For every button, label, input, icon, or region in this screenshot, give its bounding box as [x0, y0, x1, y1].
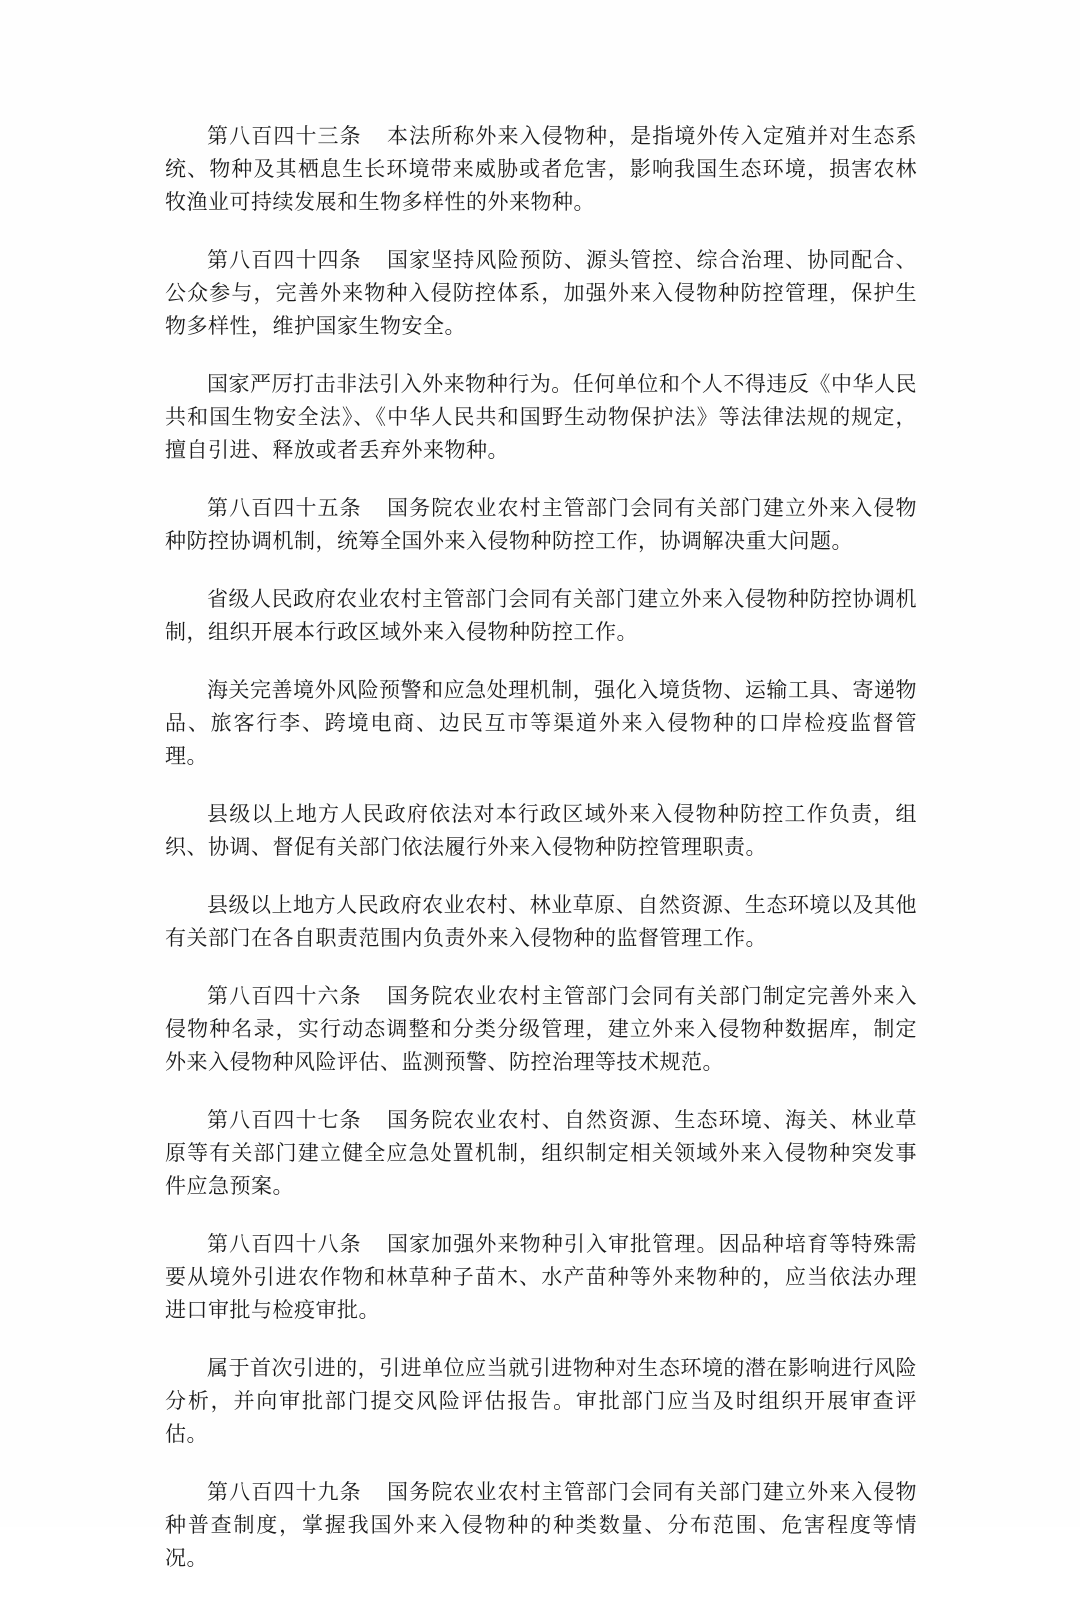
document-body [165, 120, 917, 1600]
paragraph-text: 本法所称外来入侵物种，是指境外传入定殖并对生态系统、物种及其栖息生长环境带来威胁或者危害，影响我国生态环境，损害农林牧渔业可持续发展和生物多样性的外来物种。 [165, 124, 918, 214]
paragraph-text: 国家坚持风险预防、源头管控、综合治理、协同配合、公众参与，完善外来物种入侵防控体系，加强外来入侵物种防控管理，保护生物多样性，维护国家生物安全。 [165, 248, 918, 338]
paragraph-text: 国家加强外来物种引入审批管理。因品种培育等特殊需要从境外引进农作物和林草种子苗木、水产苗种等外来物种的，应当依法办理进口审批与检疫审批。 [165, 1232, 918, 1322]
paragraph-text: 国务院农业农村、自然资源、生态环境、海关、林业草原等有关部门建立健全应急处置机制，组织制定相关领域外来入侵物种突发事件应急预案。 [165, 1108, 918, 1198]
paragraph [165, 1228, 917, 1327]
paragraph-text: 县级以上地方人民政府依法对本行政区域外来入侵物种防控工作负责，组织、协调、督促有关部门依法履行外来入侵物种防控管理职责。 [165, 802, 917, 859]
paragraph [165, 1476, 917, 1575]
paragraph [165, 244, 917, 343]
paragraph [165, 889, 917, 955]
paragraph-text: 县级以上地方人民政府农业农村、林业草原、自然资源、生态环境以及其他有关部门在各自职责范围内负责外来入侵物种的监督管理工作。 [165, 893, 917, 950]
article-number: 第八百四十九条 [207, 1480, 362, 1504]
paragraph-text: 海关完善境外风险预警和应急处理机制，强化入境货物、运输工具、寄递物品、旅客行李、跨境电商、边民互市等渠道外来入侵物种的口岸检疫监督管理。 [165, 678, 917, 768]
paragraph-text: 国家严厉打击非法引入外来物种行为。任何单位和个人不得违反《中华人民共和国生物安全法》、《中华人民共和国野生动物保护法》等法律法规的规定，擅自引进、释放或者丢弃外来物种。 [165, 372, 917, 462]
paragraph [165, 798, 917, 864]
paragraph-text: 国务院农业农村主管部门会同有关部门制定完善外来入侵物种名录，实行动态调整和分类分级管理，建立外来入侵物种数据库，制定外来入侵物种风险评估、监测预警、防控治理等技术规范。 [165, 984, 918, 1074]
paragraph [165, 980, 917, 1079]
paragraph-text: 属于首次引进的，引进单位应当就引进物种对生态环境的潜在影响进行风险分析，并向审批部门提交风险评估报告。审批部门应当及时组织开展审查评估。 [165, 1356, 917, 1446]
paragraph [165, 368, 917, 467]
article-number: 第八百四十八条 [207, 1232, 362, 1256]
article-number: 第八百四十五条 [207, 496, 362, 520]
article-number: 第八百四十三条 [207, 124, 362, 148]
paragraph-text: 国务院农业农村主管部门会同有关部门建立外来入侵物种防控协调机制，统筹全国外来入侵物种防控工作，协调解决重大问题。 [165, 496, 918, 553]
article-number: 第八百四十七条 [207, 1108, 362, 1132]
paragraph [165, 674, 917, 773]
paragraph [165, 583, 917, 649]
paragraph [165, 1352, 917, 1451]
paragraph [165, 492, 917, 558]
article-number: 第八百四十六条 [207, 984, 362, 1008]
article-number: 第八百四十四条 [207, 248, 362, 272]
paragraph [165, 120, 917, 219]
paragraph [165, 1104, 917, 1203]
paragraph-text: 省级人民政府农业农村主管部门会同有关部门建立外来入侵物种防控协调机制，组织开展本行政区域外来入侵物种防控工作。 [165, 587, 917, 644]
paragraph-text: 国务院农业农村主管部门会同有关部门建立外来入侵物种普查制度，掌握我国外来入侵物种的种类数量、分布范围、危害程度等情况。 [165, 1480, 918, 1570]
